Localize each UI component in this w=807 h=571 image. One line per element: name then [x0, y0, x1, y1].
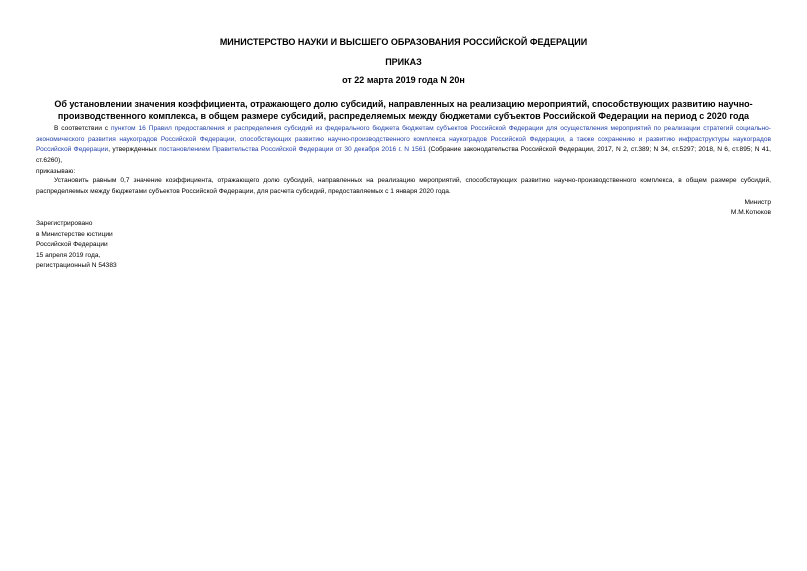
title-line-2: производственного комплекса, в общем размере субсидий, распределяемых между бюджетами субъектов Российской Федерации на период с 2020 года	[57, 111, 750, 121]
registration-line: регистрационный N 54383	[36, 262, 117, 269]
signatory-position: Министр	[744, 199, 771, 206]
signatory-name: М.М.Котюков	[730, 209, 771, 216]
rules-point-16-link[interactable]: пунктом 16 Правил предоставления и распределения субсидий из федерального бюджета бюджетам субъектов Российской Федерации для осуществления мероприятий по реализации стратегий социально-экономического развития наукоградов Российской Федерации, способствующих развитию научно-производственного комплекса наукоградов Российской Федерации, а также сохранению и развитию инфраструктуры наукоградов Российской Федерации	[36, 125, 771, 153]
preamble-paragraph	[36, 124, 771, 166]
registration-line: 15 апреля 2019 года,	[36, 251, 101, 259]
document-type: ПРИКАЗ	[385, 57, 422, 67]
registration-line: в Министерстве юстиции	[36, 230, 113, 238]
document-title	[36, 98, 771, 122]
preamble-prefix: В соответствии с	[54, 125, 111, 132]
preamble-suffix: (Собрание законодательства Российской Федерации, 2017, N 2, ст.389; N 34, ст.5297; 2018, N 6, ст.895; N 41, ст.6260),	[36, 146, 772, 164]
preamble-middle: , утвержденных	[108, 146, 160, 153]
registration-line: Зарегистрировано	[36, 220, 93, 227]
registration-line: Российской Федерации	[36, 241, 108, 248]
title-line-1: Об установлении значения коэффициента, отражающего долю субсидий, направленных на реализацию мероприятий, способствующих развитию научно-	[54, 99, 753, 109]
ministry-heading: МИНИСТЕРСТВО НАУКИ И ВЫСШЕГО ОБРАЗОВАНИЯ РОССИЙСКОЙ ФЕДЕРАЦИИ	[219, 37, 588, 47]
order-clause: Установить равным 0,7 значение коэффициента, отражающего долю субсидий, направленных на реализацию мероприятий, способствующих развитию научно-производственного комплекса, в общем размере субсидий, распределяемых между бюджетами субъектов Российской Федерации, для расчета субсидий, предоставляемых с 1 января 2020 года.	[36, 177, 771, 195]
government-decree-link[interactable]: постановлением Правительства Российской Федерации от 30 декабря 2016 г. N 1561	[159, 146, 427, 153]
order-word: приказываю:	[36, 168, 76, 175]
document-date-number: от 22 марта 2019 года N 20н	[342, 75, 465, 85]
